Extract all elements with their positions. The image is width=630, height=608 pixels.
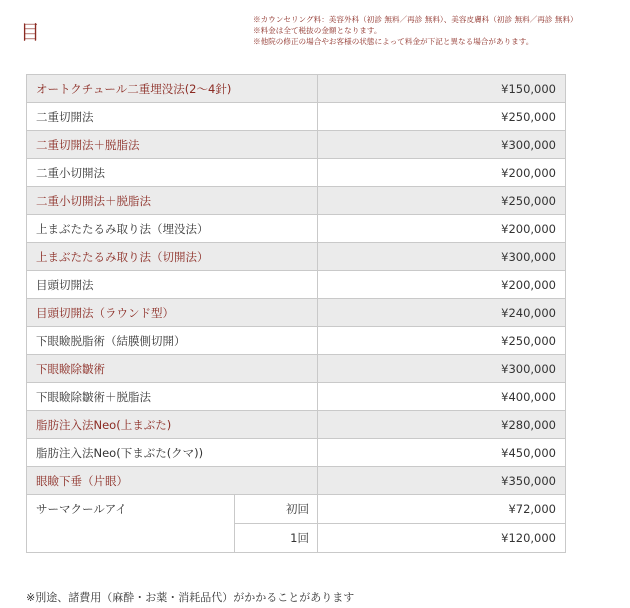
price-row [27,299,566,327]
treatment-price: ¥200,000 [318,215,566,243]
treatment-name: 二重切開法 [27,103,318,131]
footnote: ※別途、諸費用（麻酔・お薬・消耗品代）がかかることがあります [26,591,355,604]
treatment-price: ¥250,000 [318,187,566,215]
treatment-price: ¥450,000 [318,439,566,467]
treatment-price: ¥200,000 [318,271,566,299]
thermage-row [27,495,566,524]
price-row [27,103,566,131]
price-row [27,355,566,383]
treatment-name: 二重切開法＋脱脂法 [27,131,318,159]
treatment-name: 二重小切開法 [27,159,318,187]
treatment-name: 上まぶたたるみ取り法（切開法） [27,243,318,271]
treatment-price: ¥250,000 [318,327,566,355]
treatment-price: ¥240,000 [318,299,566,327]
note-price-variation: ※他院の修正の場合やお客様の状態によって料金が下記と異なる場合があります。 [253,37,534,46]
thermage-session-label: 1回 [235,524,318,553]
treatment-price: ¥150,000 [318,75,566,103]
thermage-price: ¥120,000 [318,524,566,553]
price-notes [253,14,578,47]
treatment-price: ¥250,000 [318,103,566,131]
treatment-price: ¥280,000 [318,411,566,439]
thermage-name: サーマクールアイ [27,495,235,553]
treatment-name: 下眼瞼除皺術＋脱脂法 [27,383,318,411]
treatment-price: ¥350,000 [318,467,566,495]
price-row [27,131,566,159]
note-tax-excluded: ※料金は全て税抜の金額となります。 [253,26,382,35]
section-title: 目 [20,20,41,44]
treatment-name: 上まぶたたるみ取り法（埋没法） [27,215,318,243]
price-row [27,271,566,299]
price-row [27,159,566,187]
treatment-price: ¥300,000 [318,243,566,271]
treatment-price: ¥400,000 [318,383,566,411]
treatment-name: 二重小切開法＋脱脂法 [27,187,318,215]
price-row [27,411,566,439]
price-table [26,74,566,553]
price-row [27,383,566,411]
treatment-name: オートクチュール二重埋没法(2〜4針) [27,75,318,103]
treatment-name: 脂肪注入法Neo(下まぶた(クマ)) [27,439,318,467]
price-row [27,243,566,271]
price-row [27,439,566,467]
price-row [27,187,566,215]
treatment-name: 下眼瞼脱脂術（結膜側切開） [27,327,318,355]
treatment-name: 目頭切開法（ラウンド型） [27,299,318,327]
treatment-price: ¥300,000 [318,131,566,159]
treatment-price: ¥300,000 [318,355,566,383]
treatment-name: 脂肪注入法Neo(上まぶた) [27,411,318,439]
price-row [27,75,566,103]
treatment-name: 眼瞼下垂（片眼） [27,467,318,495]
price-row [27,467,566,495]
price-table-body [27,75,566,553]
treatment-name: 目頭切開法 [27,271,318,299]
note-counseling-fee: ※カウンセリング料：美容外科（初診 無料／再診 無料）、美容皮膚科（初診 無料／再診 無料） [253,15,578,24]
treatment-price: ¥200,000 [318,159,566,187]
price-row [27,215,566,243]
price-row [27,327,566,355]
thermage-session-label: 初回 [235,495,318,524]
treatment-name: 下眼瞼除皺術 [27,355,318,383]
thermage-price: ¥72,000 [318,495,566,524]
